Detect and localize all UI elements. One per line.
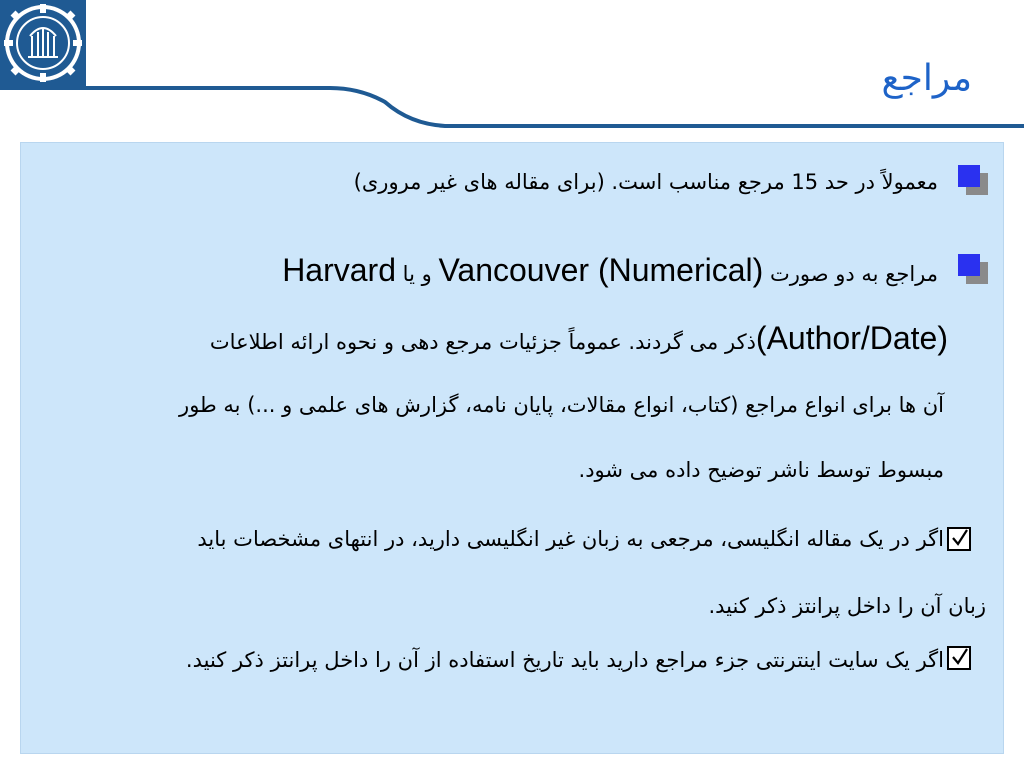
bullet-text-1: معمولاً در حد 15 مرجع مناسب است. (برای مقاله های غیر مروری) (353, 170, 938, 194)
check-text-2: اگر یک سایت اینترنتی جزء مراجع دارید باید تاریخ استفاده از آن را داخل پرانتز ذکر کنید. (185, 648, 944, 672)
bullet-text-2-line-2 (68, 320, 948, 357)
square-bullet-icon (958, 165, 984, 191)
reference-styles-intro: مراجع به دو صورت (763, 262, 938, 286)
page-title: مراجع (881, 58, 972, 99)
checkbox-checked-icon (947, 646, 971, 670)
square-bullet-icon (958, 254, 984, 280)
or-conjunction: و یا (396, 262, 432, 286)
checkbox-checked-icon (947, 527, 971, 551)
vancouver-label: Vancouver (Numerical) (438, 252, 764, 288)
author-date-label: (Author/Date) (755, 320, 948, 356)
bullet-text-2-line-3: آن ها برای انواع مراجع (کتاب، انواع مقالات، پایان نامه، گزارش های علمی و ...) به طور (179, 393, 944, 417)
university-logo-icon (0, 0, 86, 86)
bullet-text-2-line-4: مبسوط توسط ناشر توضیح داده می شود. (578, 458, 944, 482)
header-divider (0, 0, 1024, 140)
harvard-label: Harvard (282, 252, 396, 288)
bullet-text-2-line-1 (78, 252, 938, 289)
check-text-1-line-1: اگر در یک مقاله انگلیسی، مرجعی به زبان غیر انگلیسی دارید، در انتهای مشخصات باید (197, 527, 944, 551)
check-text-1-line-2: زبان آن را داخل پرانتز ذکر کنید. (708, 594, 986, 618)
bullet-text-2-line-2-rest: ذکر می گردند. عموماً جزئیات مرجع دهی و نحوه ارائه اطلاعات (209, 330, 756, 354)
